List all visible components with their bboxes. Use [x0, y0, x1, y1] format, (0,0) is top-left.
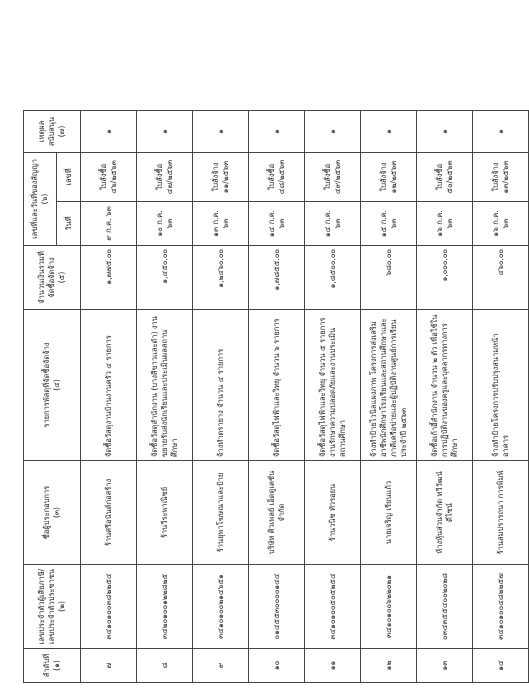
cell-seq: ๑๑ [305, 649, 361, 683]
table-row [473, 111, 529, 683]
cell-tax-id: ๓๔๑๐๑๐๐๕๐๕๒๕๔ [305, 565, 361, 649]
cell-amount: ๑,๐๐๐.๐๐ [417, 246, 473, 310]
cell-date: ๙ ก.ค. ๖๓ [81, 202, 137, 246]
cell-doc-no: ใบสั่งจ้าง ๑๒/๒๕๖๓ [361, 153, 417, 202]
header-tax-id: เลขประจำตัวผู้เสียภาษี/เลขประจำตัวประชาชน (๒) [24, 565, 81, 649]
cell-date: ๑๔ ก.ค. ๖๓ [305, 202, 361, 246]
cell-reason: ๑ [193, 111, 249, 153]
cell-amount: ๑,๔๕๐.๐๐ [137, 246, 193, 310]
cell-vendor: ร้านยุพาโฆษณาและป้าย [193, 461, 249, 565]
cell-date: ๑๐ ก.ค. ๖๓ [137, 202, 193, 246]
cell-item: จ้างทำป้ายไวนิลแผงภาพ โครงการส่งเสริมอาชีพนักศึกษาโรงเรียนและสถานศึกษาและภาคีเครือข่ายและผู้ปฏิบัติงานศูนย์การเรียน ประจำปี ๒๕๖๓ [361, 310, 417, 461]
cell-seq: ๙ [193, 649, 249, 683]
header-reason: เหตุผลสนับสนุน (๗) [24, 111, 81, 153]
cell-date: ๑๕ ก.ค. ๖๓ [361, 202, 417, 246]
cell-amount: ๑,๘๕๐๐.๐๐ [305, 246, 361, 310]
cell-reason: ๑ [417, 111, 473, 153]
cell-amount: ๑,๗๗๕.๐๐ [81, 246, 137, 310]
header-row-1 [24, 111, 57, 683]
cell-seq: ๑๔ [473, 649, 529, 683]
cell-vendor: ร้านศรีอนันต์ก่อสร้าง [81, 461, 137, 565]
header-seq: ลำดับที่ (๑) [24, 649, 81, 683]
header-doc-no: เลขที่ [57, 153, 81, 202]
cell-doc-no: ใบสั่งซื้อ ๔๖/๒๕๖๓ [81, 153, 137, 202]
header-item: รายการพัสดุที่จัดซื้อจัดจ้าง (๔) [24, 310, 81, 461]
cell-item: จัดซื้อวัสดุงานบ้านงานครัว ๔ รายการ [81, 310, 137, 461]
table-row [361, 111, 417, 683]
table-row [249, 111, 305, 683]
cell-date: ๑๖ ก.ค. ๖๓ [473, 202, 529, 246]
cell-vendor: ห้างหุ้นส่วนจำกัด ทวีวัฒน์ ดีไซน์ [417, 461, 473, 565]
cell-reason: ๑ [81, 111, 137, 153]
cell-vendor: ร้านวีระพาณิชย์ [137, 461, 193, 565]
table-row [305, 111, 361, 683]
cell-tax-id: ๓๔๑๐๑๐๐๖๒๒๐๒๑ [361, 565, 417, 649]
cell-seq: ๑๓ [417, 649, 473, 683]
cell-date: ๑๔ ก.ค. ๖๓ [249, 202, 305, 246]
cell-doc-no: ใบสั่งจ้าง ๑๑/๒๕๖๓ [193, 153, 249, 202]
cell-doc-no: ใบสั่งจ้าง ๑๓/๒๕๖๓ [473, 153, 529, 202]
cell-tax-id: ๓๔๑๐๑๐๐๓๘๒๒๕๔ [81, 565, 137, 649]
cell-seq: ๘ [137, 649, 193, 683]
cell-reason: ๑ [473, 111, 529, 153]
cell-reason: ๑ [305, 111, 361, 153]
header-date: วันที่ [57, 202, 81, 246]
cell-amount: ๑,๒๔๖๐.๐๐ [193, 246, 249, 310]
table-row [81, 111, 137, 683]
cell-seq: ๑๒ [361, 649, 417, 683]
cell-reason: ๑ [249, 111, 305, 153]
cell-reason: ๑ [361, 111, 417, 153]
cell-date: ๑๓ ก.ค. ๖๓ [193, 202, 249, 246]
cell-date: ๑๖ ก.ค. ๖๓ [417, 202, 473, 246]
cell-vendor: ร้านสมปรารถนา การพิมพ์ [473, 461, 529, 565]
header-ref-doc: เลขที่และวันที่ของสัญญา (๖) [24, 153, 57, 246]
table-row [417, 111, 473, 683]
table-row [137, 111, 193, 683]
cell-item: จัดซื้อเก้าอี้สำนักงาน จำนวน ๒ ตัว เพื่อใช้ในการปฏิบัติงานของครูและบุคลากรทางการศึกษา [417, 310, 473, 461]
cell-doc-no: ใบสั่งซื้อ ๔๙/๒๕๖๓ [305, 153, 361, 202]
cell-doc-no: ใบสั่งซื้อ ๕๐/๒๕๖๓ [417, 153, 473, 202]
cell-vendor: นายเจริญ เรียนแก้ว [361, 461, 417, 565]
cell-doc-no: ใบสั่งซื้อ ๔๗/๒๕๖๓ [137, 153, 193, 202]
cell-item: จัดซื้อวัสดุสำนักงาน (บางสีขาวและดำ) งานขยายรับส่งนักเรียนและประเมินผลสถานศึกษา [137, 310, 193, 461]
cell-doc-no: ใบสั่งซื้อ ๔๘/๒๕๖๓ [249, 153, 305, 202]
cell-amount: ๑,๗๘๕๕.๐๐ [249, 246, 305, 310]
cell-item: จัดซื้อวัสดุไฟฟ้าและวิทยุ จำนวน ๕ รายการ งานรักษาความปลอดภัยและงานประเมินสถานศึกษา [305, 310, 361, 461]
table-row [193, 111, 249, 683]
cell-seq: ๗ [81, 649, 137, 683]
cell-amount: ๖๘๐.๐๐ [361, 246, 417, 310]
cell-tax-id: ๓๔๑๐๑๐๐๔๘๒๒๕๗ [473, 565, 529, 649]
cell-item: จ้างทำป้ายโครงการปรับปรุงสนามหน้าอาคาร [473, 310, 529, 461]
cell-reason: ๑ [137, 111, 193, 153]
cell-amount: ๔๖๐.๐๐ [473, 246, 529, 310]
cell-item: จัดซื้อวัสดุไฟฟ้าและวิทยุ จำนวน ๖ รายการ [249, 310, 305, 461]
cell-tax-id: ๓๔๒๐๑๐๐๑๒๒๘๒๕ [137, 565, 193, 649]
header-vendor: ชื่อผู้ประกอบการ (๓) [24, 461, 81, 565]
header-amount: จำนวนเงินรวมที่จัดซื้อจัดจ้าง (๕) [24, 246, 81, 310]
cell-tax-id: ๐๓๔๓๕๕๔๐๐๒๐๒๘ [417, 565, 473, 649]
cell-vendor: บริษัท ศิวเพลย์ เอ็ดดูเคชั่น จำกัด [249, 461, 305, 565]
cell-item: จ้างทำตรายาง จำนวน ๔ รายการ [193, 310, 249, 461]
cell-tax-id: ๐๑๔๕๕๓๐๐๐๐๑๔๔ [249, 565, 305, 649]
procurement-table [23, 110, 529, 683]
cell-seq: ๑๐ [249, 649, 305, 683]
cell-vendor: ร้านวนิช ทัวรอยน [305, 461, 361, 565]
cell-tax-id: ๓๔๑๐๑๐๐๒๑๔๖๕๑ [193, 565, 249, 649]
